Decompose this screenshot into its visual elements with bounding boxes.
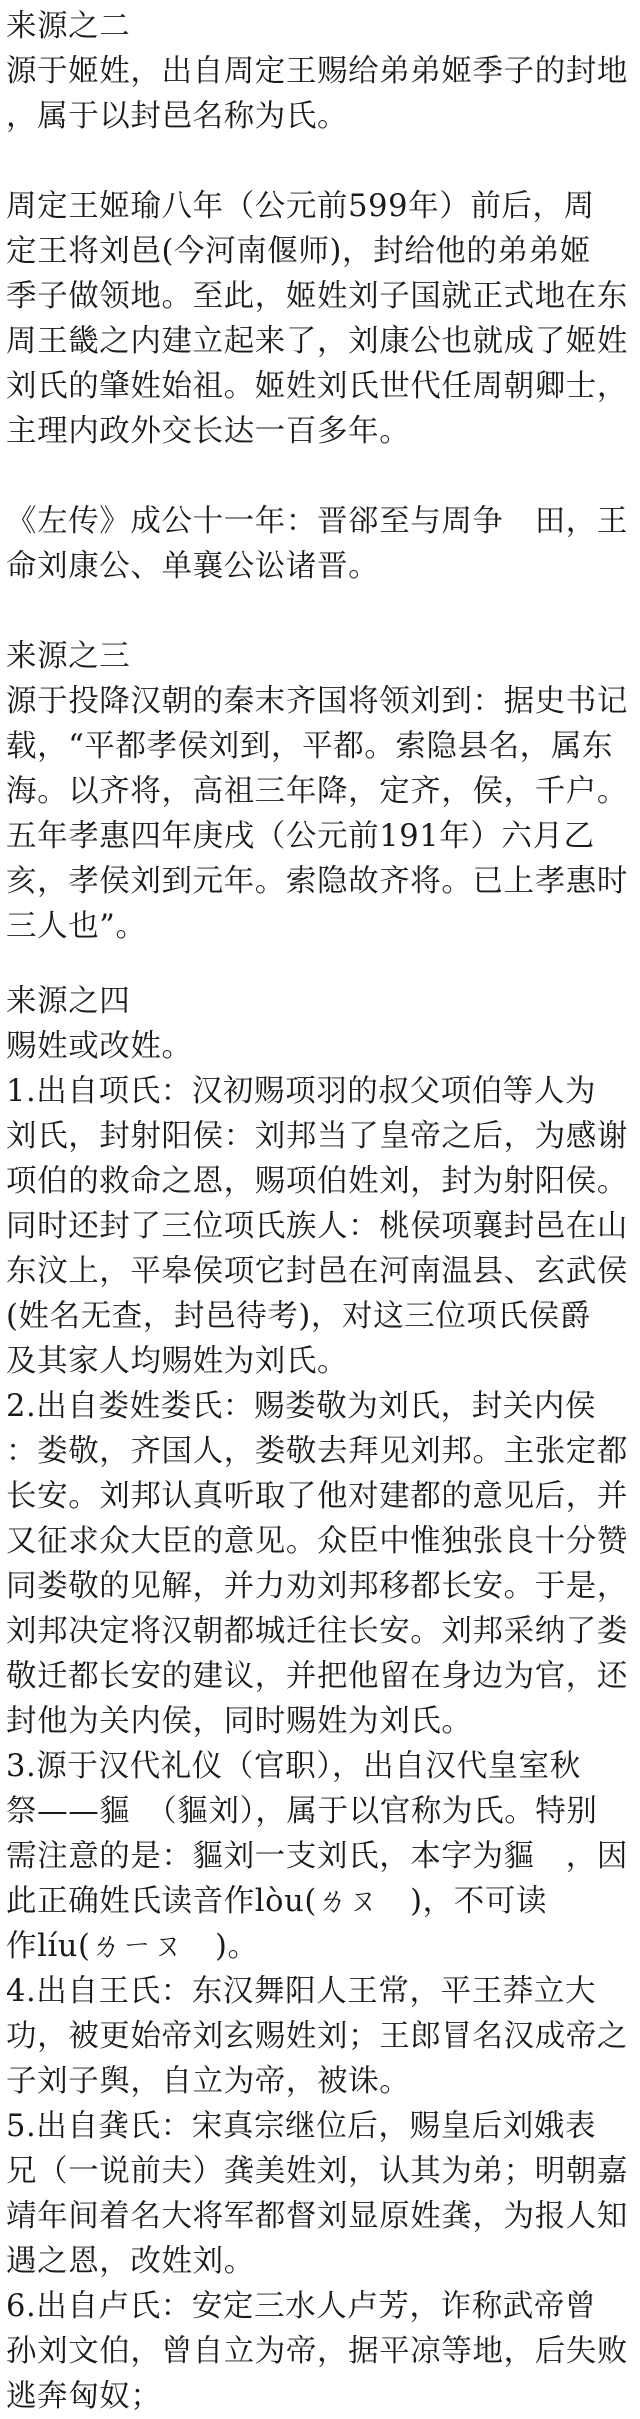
text-line: 4.出自王氏：东汉舞阳人王常，平王莽立大 bbox=[6, 1974, 597, 2009]
text-line: 功，被更始帝刘玄赐姓刘；王郎冒名汉成帝之 bbox=[6, 2019, 628, 2054]
text-line: 逃奔匈奴； bbox=[6, 2379, 162, 2414]
text-line: 源于投降汉朝的秦末齐国将领刘到：据史书记 bbox=[6, 684, 628, 719]
text-line: 赐姓或改姓。 bbox=[6, 1029, 193, 1064]
source-4-heading: 来源之四 bbox=[6, 984, 131, 1019]
paragraph-gap bbox=[6, 949, 634, 979]
text-line: 载，“平都孝侯刘到，平都。索隐县名，属东 bbox=[6, 729, 614, 764]
source-2-paragraph-2 bbox=[6, 184, 634, 454]
text-line: 6.出自卢氏：安定三水人卢芳，诈称武帝曾 bbox=[6, 2289, 597, 2324]
text-line: 需注意的是：貙刘一支刘氏，本字为貙 ，因 bbox=[6, 1839, 628, 1874]
text-line: 孙刘文伯，曾自立为帝，据平凉等地，后失败 bbox=[6, 2334, 628, 2369]
text-line: 刘氏，封射阳侯：刘邦当了皇帝之后，为感谢 bbox=[6, 1119, 628, 1154]
text-line: 命刘康公、单襄公讼诸晋。 bbox=[6, 549, 380, 584]
text-line: 靖年间着名大将军都督刘显原姓龚，为报人知 bbox=[6, 2199, 628, 2234]
text-line: (姓名无查，封邑待考)，对这三位项氏侯爵 bbox=[6, 1299, 591, 1334]
text-line: 及其家人均赐姓为刘氏。 bbox=[6, 1344, 349, 1379]
text-line: 东汶上，平皋侯项它封邑在河南温县、玄武侯 bbox=[6, 1254, 628, 1289]
text-line: 同娄敬的见解，并力劝刘邦移都长安。于是， bbox=[6, 1569, 628, 1604]
paragraph-gap bbox=[6, 589, 634, 634]
text-line: 3.源于汉代礼仪（官职），出自汉代皇室秋 bbox=[6, 1749, 581, 1784]
text-line: 长安。刘邦认真听取了他对建都的意见后，并 bbox=[6, 1479, 628, 1514]
text-line: 定王将刘邑(今河南偃师)，封给他的弟弟姬 bbox=[6, 234, 591, 269]
text-line: 祭——貙 （貙刘），属于以官称为氏。特别 bbox=[6, 1794, 598, 1829]
text-line: 2.出自娄姓娄氏：赐娄敬为刘氏，封关内侯 bbox=[6, 1389, 597, 1424]
text-line: 三人也”。 bbox=[6, 909, 147, 944]
text-line: 刘氏的肇姓始祖。姬姓刘氏世代任周朝卿士， bbox=[6, 369, 628, 404]
text-line: 敬迁都长安的建议，并把他留在身边为官，还 bbox=[6, 1659, 628, 1694]
text-line: 同时还封了三位项氏族人：桃侯项襄封邑在山 bbox=[6, 1209, 628, 1244]
text-line: 主理内政外交长达一百多年。 bbox=[6, 414, 411, 449]
source-3-heading: 来源之三 bbox=[6, 639, 131, 674]
text-line: 此正确姓氏读音作lòu(ㄌㄡ )，不可读 bbox=[6, 1884, 548, 1919]
text-line: 兄（一说前夫）龚美姓刘，认其为弟；明朝嘉 bbox=[6, 2154, 628, 2189]
source-2-heading: 来源之二 bbox=[6, 9, 131, 44]
source-3-section bbox=[6, 634, 634, 949]
text-line: 周王畿之内建立起来了，刘康公也就成了姬姓 bbox=[6, 324, 628, 359]
text-line: 封他为关内侯，同时赐姓为刘氏。 bbox=[6, 1704, 473, 1739]
text-line: 源于姬姓，出自周定王赐给弟弟姬季子的封地 bbox=[6, 54, 628, 89]
text-line: 遇之恩，改姓刘。 bbox=[6, 2244, 255, 2279]
text-line: 1.出自项氏：汉初赐项羽的叔父项伯等人为 bbox=[6, 1074, 597, 1109]
text-line: 5.出自龚氏：宋真宗继位后，赐皇后刘娥表 bbox=[6, 2109, 597, 2144]
text-line: 海。以齐将，高祖三年降，定齐，侯，千户。 bbox=[6, 774, 628, 809]
article-page bbox=[6, 4, 634, 2419]
text-line: 季子做领地。至此，姬姓刘子国就正式地在东 bbox=[6, 279, 628, 314]
paragraph-gap bbox=[6, 139, 634, 184]
text-line: 周定王姬瑜八年（公元前599年）前后，周 bbox=[6, 189, 595, 224]
text-line: 亥，孝侯刘到元年。索隐故齐将。已上孝惠时 bbox=[6, 864, 628, 899]
text-line: ，属于以封邑名称为氏。 bbox=[6, 99, 349, 134]
text-line: 作líu(ㄌㄧㄡ )。 bbox=[6, 1929, 259, 1964]
paragraph-gap bbox=[6, 454, 634, 499]
text-line: 五年孝惠四年庚戌（公元前191年）六月乙 bbox=[6, 819, 595, 854]
text-line: 子刘子舆，自立为帝，被诛。 bbox=[6, 2064, 411, 2099]
source-2-paragraph-3 bbox=[6, 499, 634, 589]
text-line: 刘邦决定将汉朝都城迁往长安。刘邦采纳了娄 bbox=[6, 1614, 628, 1649]
text-line: 《左传》成公十一年：晋郤至与周争 田，王 bbox=[6, 504, 628, 539]
source-4-section bbox=[6, 979, 634, 2419]
text-line: 项伯的救命之恩，赐项伯姓刘，封为射阳侯。 bbox=[6, 1164, 628, 1199]
text-line: ：娄敬，齐国人，娄敬去拜见刘邦。主张定都 bbox=[6, 1434, 628, 1469]
text-line: 又征求众大臣的意见。众臣中惟独张良十分赞 bbox=[6, 1524, 628, 1559]
source-2-section bbox=[6, 4, 634, 139]
